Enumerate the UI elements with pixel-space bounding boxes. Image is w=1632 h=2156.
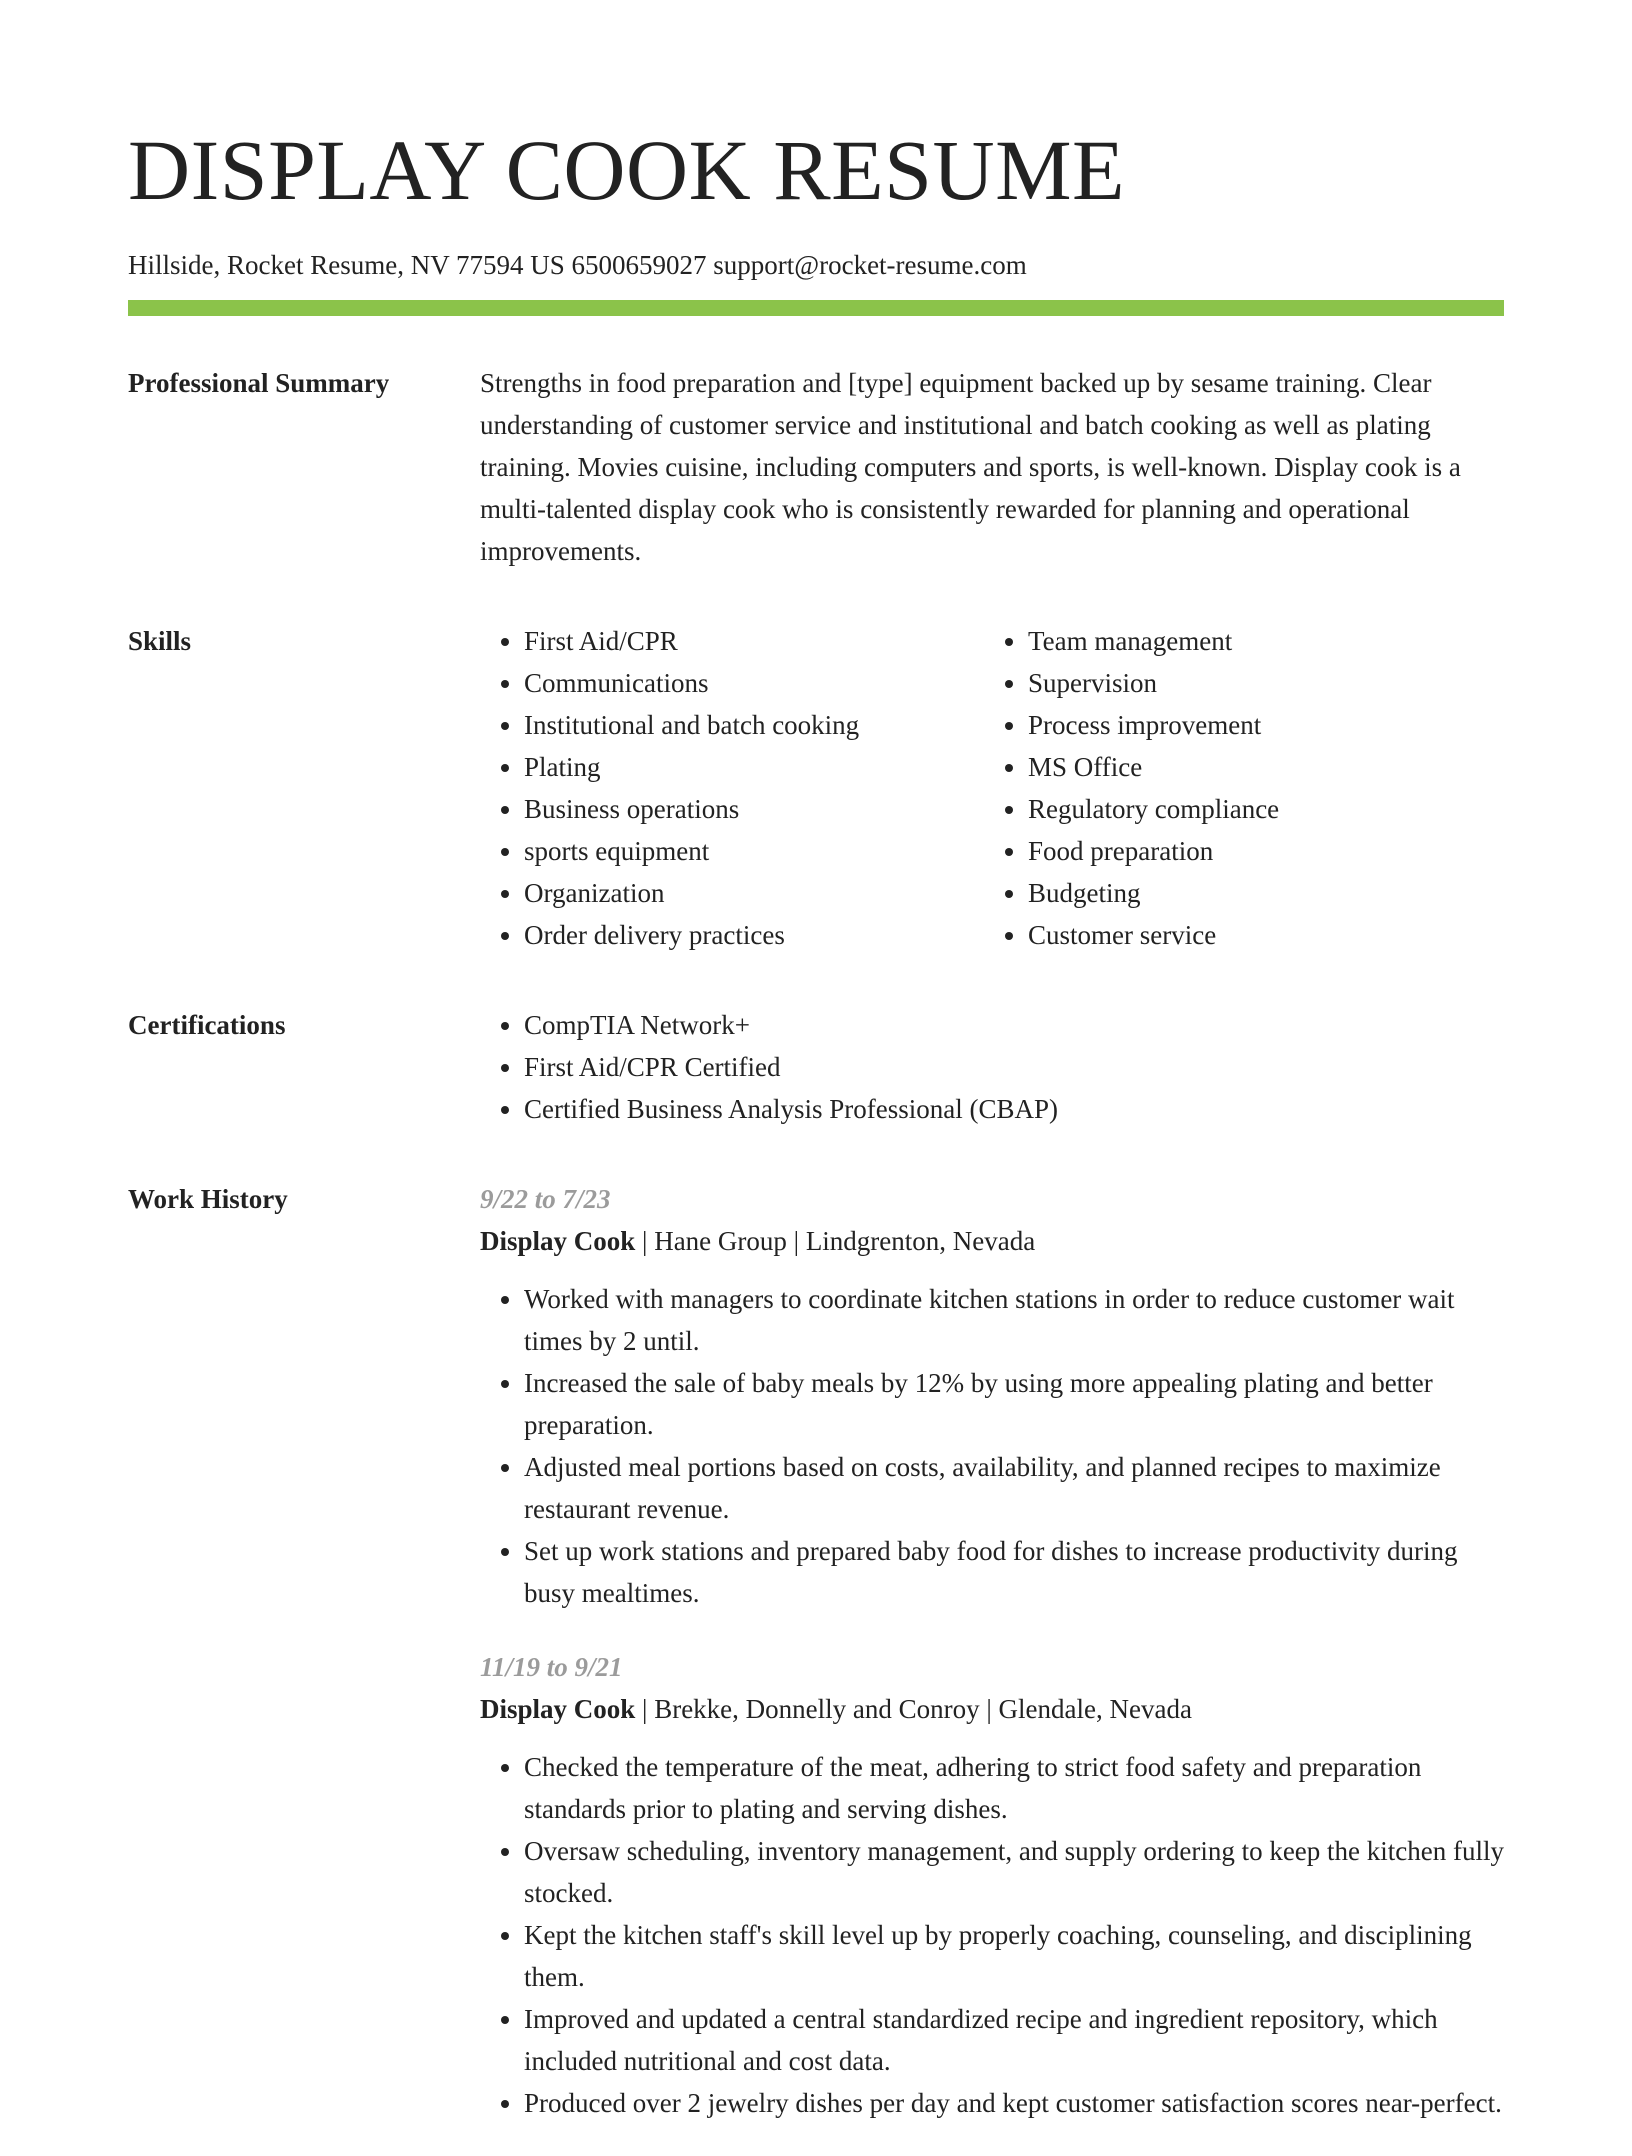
job-company-location: | Brekke, Donnelly and Conroy | Glendale, Nevada — [635, 1694, 1192, 1724]
section-label-summary: Professional Summary — [128, 368, 390, 398]
job-bullet: • Oversaw scheduling, inventory management, and supply ordering to keep the kitchen fully stocked. — [524, 1830, 1504, 1914]
certifications-section — [128, 1004, 1504, 1130]
summary-section — [128, 362, 1504, 572]
skill-item: • Institutional and batch cooking — [524, 704, 984, 746]
job-entry — [480, 1646, 1504, 2124]
skill-item: • Customer service — [1028, 914, 1488, 956]
job-title: Display Cook — [480, 1226, 636, 1256]
skill-item: • Regulatory compliance — [1028, 788, 1488, 830]
job-bullet: • Kept the kitchen staff's skill level up by properly coaching, counseling, and disciplining them. — [524, 1914, 1504, 1998]
work-history-section — [128, 1178, 1504, 2156]
job-heading — [480, 1220, 1504, 1262]
skill-item: • Order delivery practices — [524, 914, 984, 956]
skill-item: • Process improvement — [1028, 704, 1488, 746]
job-bullet: • Improved and updated a central standardized recipe and ingredient repository, which included nutritional and cost data. — [524, 1998, 1504, 2082]
certifications-list — [480, 1004, 1504, 1130]
section-label-work-history: Work History — [128, 1184, 288, 1214]
resume-title: DISPLAY COOK RESUME — [128, 122, 1126, 218]
job-dates: 9/22 to 7/23 — [480, 1184, 611, 1214]
job-dates: 11/19 to 9/21 — [480, 1652, 623, 1682]
certification-item: • Certified Business Analysis Professional (CBAP) — [524, 1088, 1504, 1130]
summary-text: Strengths in food preparation and [type] equipment backed up by sesame training. Clear understanding of customer service and institutional and batch cooking as well as plating training. Movies cuisine, including computers and sports, is well-known. Display cook is a multi-talented display cook who is consistently rewarded for planning and operational improvements. — [480, 368, 1461, 566]
certification-item: • CompTIA Network+ — [524, 1004, 1504, 1046]
skill-item: • Food preparation — [1028, 830, 1488, 872]
skill-item: • Budgeting — [1028, 872, 1488, 914]
job-bullets — [480, 1746, 1504, 2124]
job-bullet: • Worked with managers to coordinate kitchen stations in order to reduce customer wait times by 2 until. — [524, 1278, 1504, 1362]
skill-item: • Supervision — [1028, 662, 1488, 704]
job-bullet: • Produced over 2 jewelry dishes per day and kept customer satisfaction scores near-perfect. — [524, 2082, 1504, 2124]
skill-item: • MS Office — [1028, 746, 1488, 788]
section-label-certifications: Certifications — [128, 1010, 286, 1040]
skills-list-left — [480, 620, 984, 956]
job-bullet: • Adjusted meal portions based on costs, availability, and planned recipes to maximize restaurant revenue. — [524, 1446, 1504, 1530]
skill-item: • Business operations — [524, 788, 984, 830]
skills-list-right — [984, 620, 1488, 956]
job-bullet: • Set up work stations and prepared baby food for dishes to increase productivity during busy mealtimes. — [524, 1530, 1504, 1614]
job-entry — [480, 1178, 1504, 1614]
section-label-skills: Skills — [128, 626, 192, 656]
certification-item: • First Aid/CPR Certified — [524, 1046, 1504, 1088]
skill-item: • Team management — [1028, 620, 1488, 662]
skill-item: • First Aid/CPR — [524, 620, 984, 662]
skill-item: • Communications — [524, 662, 984, 704]
contact-info: Hillside, Rocket Resume, NV 77594 US 6500659027 support@rocket-resume.com — [128, 250, 1027, 280]
job-company-location: | Hane Group | Lindgrenton, Nevada — [635, 1226, 1036, 1256]
job-bullet: • Increased the sale of baby meals by 12% by using more appealing plating and better preparation. — [524, 1362, 1504, 1446]
skill-item: • Organization — [524, 872, 984, 914]
resume-page — [128, 0, 1504, 2156]
job-heading — [480, 1688, 1504, 1730]
skill-item: • Plating — [524, 746, 984, 788]
job-title: Display Cook — [480, 1694, 636, 1724]
job-bullets — [480, 1278, 1504, 1614]
job-bullet: • Checked the temperature of the meat, adhering to strict food safety and preparation standards prior to plating and serving dishes. — [524, 1746, 1504, 1830]
skills-section — [128, 620, 1504, 956]
skill-item: • sports equipment — [524, 830, 984, 872]
accent-divider — [128, 300, 1504, 316]
